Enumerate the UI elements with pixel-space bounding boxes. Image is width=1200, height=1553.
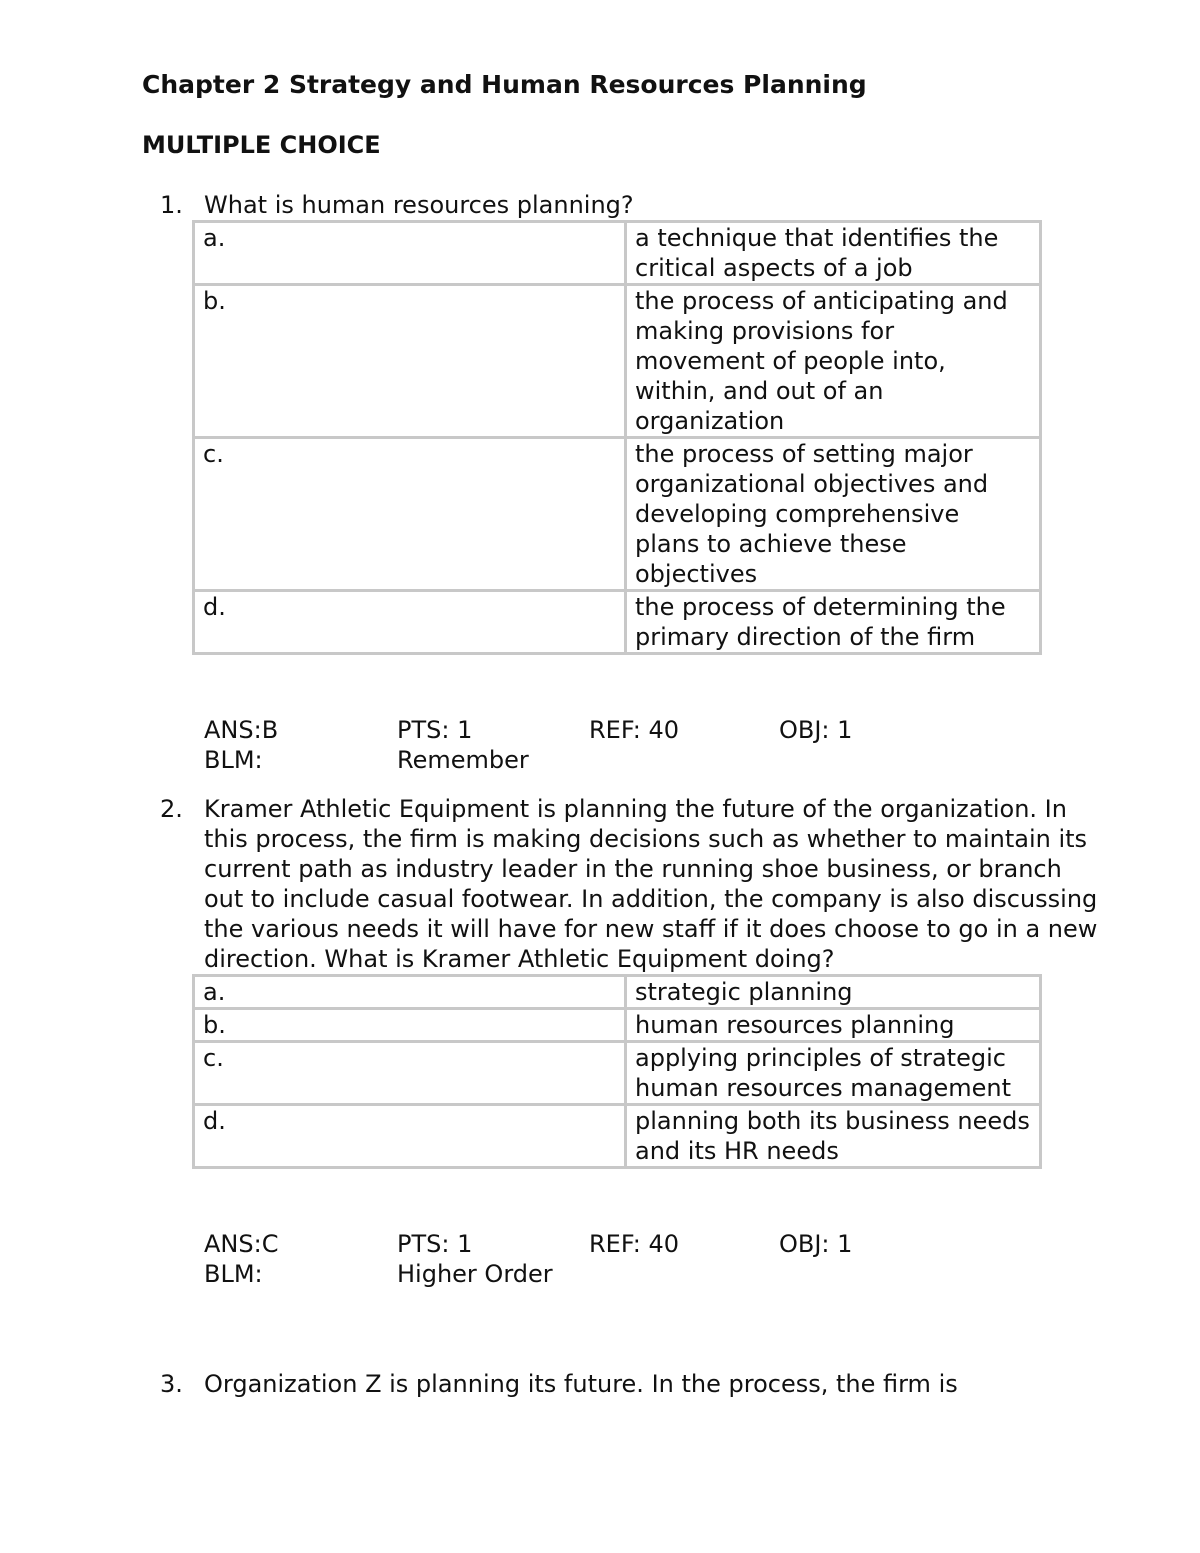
points: PTS: 1 <box>397 1230 473 1258</box>
choice-row <box>194 1105 1041 1168</box>
choice-letter: a. <box>194 976 626 1009</box>
choice-row <box>194 1009 1041 1042</box>
choice-text: the process of determining the primary direction of the firm <box>626 591 1041 654</box>
choice-row <box>194 976 1041 1009</box>
section-heading: MULTIPLE CHOICE <box>142 131 381 159</box>
question-1 <box>142 190 1102 777</box>
question-2 <box>142 794 1102 1291</box>
question-text: What is human resources planning? <box>204 191 634 219</box>
choices-table <box>192 974 1042 1169</box>
choice-text: the process of setting major organizational objectives and developing comprehensive plans to achieve these objectives <box>626 438 1041 591</box>
choice-row <box>194 438 1041 591</box>
question-number: 3. <box>160 1370 183 1398</box>
answer-key: ANS:B <box>204 716 279 744</box>
blm-label: BLM: <box>204 746 263 774</box>
question-number: 2. <box>160 795 183 823</box>
reference: REF: 40 <box>589 1230 680 1258</box>
answer-metadata <box>204 1229 1102 1291</box>
question-number: 1. <box>160 191 183 219</box>
choice-text: a technique that identifies the critical aspects of a job <box>626 222 1041 285</box>
choice-text: planning both its business needs and its HR needs <box>626 1105 1041 1168</box>
choice-letter: c. <box>194 438 626 591</box>
choice-text: human resources planning <box>626 1009 1041 1042</box>
objective: OBJ: 1 <box>779 716 853 744</box>
question-3 <box>142 1369 1102 1399</box>
objective: OBJ: 1 <box>779 1230 853 1258</box>
choice-row <box>194 285 1041 438</box>
reference: REF: 40 <box>589 716 680 744</box>
choice-row <box>194 591 1041 654</box>
choice-letter: a. <box>194 222 626 285</box>
question-text: Organization Z is planning its future. In the process, the firm is <box>204 1370 958 1398</box>
choice-text: the process of anticipating and making provisions for movement of people into, within, and out of an organization <box>626 285 1041 438</box>
answer-metadata <box>204 715 1102 777</box>
choice-row <box>194 1042 1041 1105</box>
blm-label: BLM: <box>204 1260 263 1288</box>
blm-value: Higher Order <box>397 1260 553 1288</box>
question-text: Kramer Athletic Equipment is planning the future of the organization. In this process, the firm is making decisions such as whether to maintain its current path as industry leader in the running shoe business, or branch out to include casual footwear. In addition, the company is also discussing the various needs it will have for new staff if it does choose to go in a new direction. What is Kramer Athletic Equipment doing? <box>204 795 1098 973</box>
choice-letter: d. <box>194 1105 626 1168</box>
choice-letter: d. <box>194 591 626 654</box>
chapter-title: Chapter 2 Strategy and Human Resources Planning <box>142 70 867 99</box>
answer-key: ANS:C <box>204 1230 279 1258</box>
choice-letter: c. <box>194 1042 626 1105</box>
blm-value: Remember <box>397 746 529 774</box>
choice-row <box>194 222 1041 285</box>
choices-table <box>192 220 1042 655</box>
choice-letter: b. <box>194 1009 626 1042</box>
choice-text: applying principles of strategic human resources management <box>626 1042 1041 1105</box>
choice-letter: b. <box>194 285 626 438</box>
points: PTS: 1 <box>397 716 473 744</box>
choice-text: strategic planning <box>626 976 1041 1009</box>
